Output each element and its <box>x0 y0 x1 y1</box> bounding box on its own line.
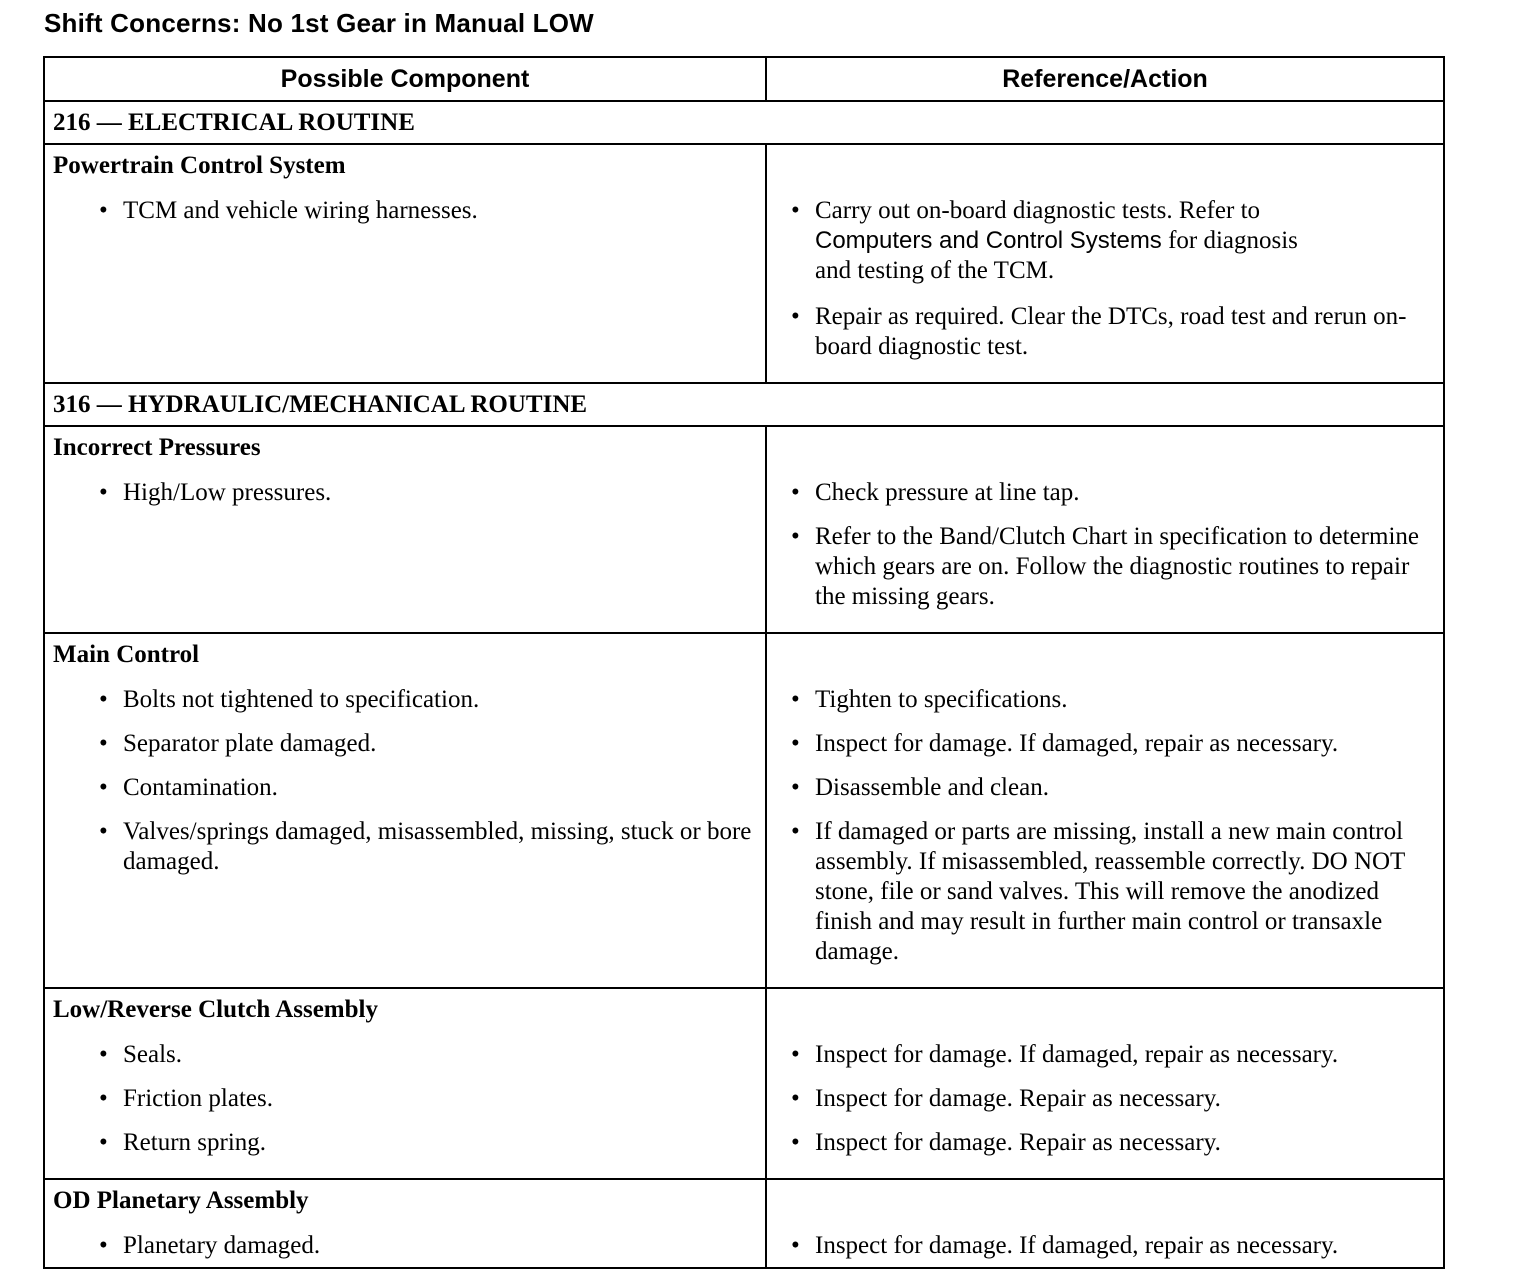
list-item: • Valves/springs damaged, misassembled, missing, stuck or bore damaged. <box>123 817 755 877</box>
component-cell <box>44 1179 766 1268</box>
action-cell <box>766 988 1444 1179</box>
list-item-text: Carry out on-board diagnostic tests. Refer to <box>815 197 1261 224</box>
table-row <box>44 1179 1444 1268</box>
list-item: • Repair as required. Clear the DTCs, road test and rerun on-board diagnostic test. <box>815 302 1433 362</box>
list-item: • Disassemble and clean. <box>815 773 1433 803</box>
list-item: • Inspect for damage. If damaged, repair as necessary. <box>815 1040 1433 1070</box>
list-item: • Friction plates. <box>123 1084 755 1114</box>
list-item: • Contamination. <box>123 773 755 803</box>
group-title: Incorrect Pressures <box>53 434 261 461</box>
action-cell <box>766 426 1444 633</box>
list-item: • High/Low pressures. <box>123 478 755 508</box>
list-item: • Check pressure at line tap. <box>815 478 1433 508</box>
diagnostic-table <box>43 56 1445 1269</box>
component-cell <box>44 426 766 633</box>
list-item-text: and testing of the TCM. <box>815 257 1055 284</box>
section-row <box>44 101 1444 144</box>
list-item: • Bolts not tightened to specification. <box>123 685 755 715</box>
component-cell <box>44 633 766 988</box>
list-item: • Inspect for damage. Repair as necessary. <box>815 1128 1433 1158</box>
list-item: • If damaged or parts are missing, install a new main control assembly. If misassembled, reassemble correctly. DO NOT stone, file or sand valves. This will remove the anodized finish and may result in further main control or transaxle damage. <box>815 817 1433 967</box>
action-cell <box>766 144 1444 383</box>
action-cell <box>766 633 1444 988</box>
list-item: • Inspect for damage. If damaged, repair as necessary. <box>815 729 1433 759</box>
table-row <box>44 144 1444 383</box>
section-row <box>44 383 1444 426</box>
header-possible-component: Possible Component <box>44 57 766 101</box>
list-item: • Inspect for damage. Repair as necessary. <box>815 1084 1433 1114</box>
group-title: Main Control <box>53 641 200 668</box>
table-row <box>44 988 1444 1179</box>
list-item: • Return spring. <box>123 1128 755 1158</box>
header-reference-action: Reference/Action <box>766 57 1444 101</box>
component-cell <box>44 144 766 383</box>
list-item-text: for diagnosis <box>1168 227 1298 254</box>
group-title: Low/Reverse Clutch Assembly <box>53 996 378 1023</box>
component-cell <box>44 988 766 1179</box>
list-item: • Inspect for damage. If damaged, repair as necessary. <box>815 1231 1433 1261</box>
group-title: OD Planetary Assembly <box>53 1187 309 1214</box>
list-item: • Separator plate damaged. <box>123 729 755 759</box>
reference-link-text: Computers and Control Systems <box>815 227 1162 254</box>
action-cell <box>766 1179 1444 1268</box>
section-label-hydraulic: 316 — HYDRAULIC/MECHANICAL ROUTINE <box>44 383 1444 426</box>
group-title: Powertrain Control System <box>53 152 346 179</box>
table-row <box>44 633 1444 988</box>
list-item: • Tighten to specifications. <box>815 685 1433 715</box>
table-row <box>44 426 1444 633</box>
list-item <box>815 196 1433 286</box>
section-label-electrical: 216 — ELECTRICAL ROUTINE <box>44 101 1444 144</box>
list-item: • TCM and vehicle wiring harnesses. <box>123 196 755 226</box>
table-header-row <box>44 57 1444 101</box>
list-item: • Seals. <box>123 1040 755 1070</box>
list-item: • Planetary damaged. <box>123 1231 755 1261</box>
page-title: Shift Concerns: No 1st Gear in Manual LOW <box>44 8 594 38</box>
list-item: • Refer to the Band/Clutch Chart in specification to determine which gears are on. Follow the diagnostic routines to repair the missing gears. <box>815 522 1433 612</box>
